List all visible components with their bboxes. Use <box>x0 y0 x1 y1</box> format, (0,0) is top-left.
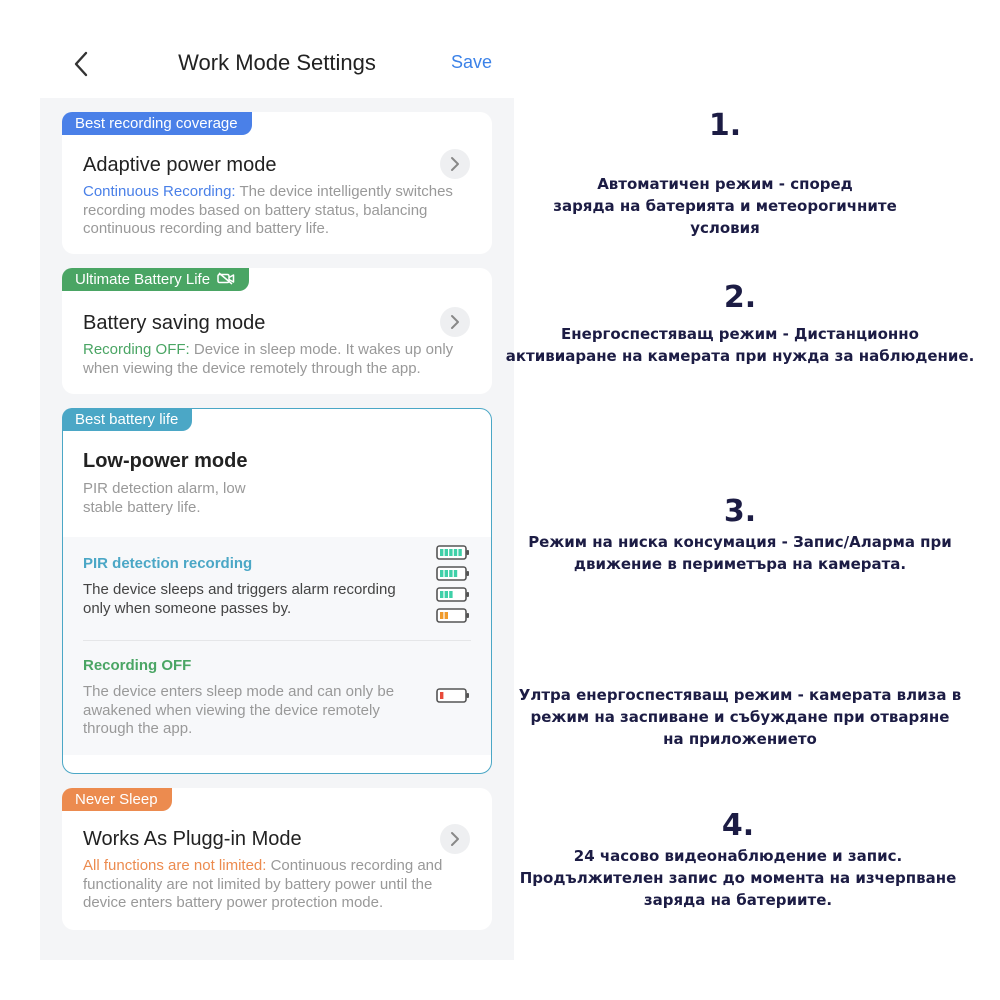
annotation-line: режим на заспиване и събуждане при отваряне <box>530 708 950 726</box>
mode-card-low-power[interactable] <box>62 408 492 774</box>
annotation-line: Режим на ниска консумация - Запис/Аларма при <box>528 533 952 551</box>
low-power-options <box>63 537 491 755</box>
annotation-number: 4. <box>721 808 755 843</box>
mode-description-text: The device intelligently switches recording modes based on battery status, balancing continuous recording and battery life. <box>83 183 453 237</box>
badge-best-battery-life: Best battery life <box>62 408 192 431</box>
option-description-pir: The device sleeps and triggers alarm recording only when someone passes by. <box>83 581 396 617</box>
mode-title: Works As Plugg-in Mode <box>83 828 302 850</box>
annotation-line: 24 часово видеонаблюдение и запис. <box>573 847 903 865</box>
badge-never-sleep: Never Sleep <box>62 788 172 811</box>
mode-highlight: Recording OFF: <box>83 341 190 358</box>
mode-card-adaptive[interactable] <box>62 112 492 254</box>
annotation-text <box>540 173 910 239</box>
annotation-line: Автоматичен режим - според <box>597 175 853 193</box>
mode-description-text: Device in sleep mode. It wakes up only when viewing the device remotely through the app. <box>83 341 454 377</box>
badge-ultimate-battery-life <box>62 268 249 291</box>
option-description-recording-off: The device enters sleep mode and can only be awakened when viewing the device remotely through the app. <box>83 683 395 737</box>
mode-highlight: All functions are not limited: <box>83 857 267 874</box>
mode-card-plug-in[interactable] <box>62 788 492 930</box>
mode-card-battery-saving[interactable] <box>62 268 492 394</box>
mode-description <box>83 857 478 913</box>
annotation-line: активиаране на камерата при нужда за наблюдение. <box>505 347 975 365</box>
annotation-text <box>505 323 975 367</box>
annotation-line: Продължителен запис до момента на изчерпване <box>519 869 957 887</box>
annotation-text <box>493 845 983 911</box>
annotation-line: движение в периметъра на камерата. <box>573 555 907 573</box>
annotation-number: 3. <box>723 494 757 529</box>
chevron-right-icon <box>449 156 461 172</box>
chevron-right-icon <box>449 831 461 847</box>
annotation-number: 1. <box>708 108 742 143</box>
annotation-3 <box>505 494 975 575</box>
annotation-line: заряда на батерията и метеорогичните условия <box>553 197 897 237</box>
chevron-right-button[interactable] <box>440 149 470 179</box>
annotation-4 <box>493 808 983 911</box>
annotation-number: 2. <box>723 280 757 315</box>
chevron-right-button[interactable] <box>440 824 470 854</box>
badge-best-recording-coverage: Best recording coverage <box>62 112 252 135</box>
battery-full-icon <box>436 545 470 560</box>
mode-title: Low-power mode <box>83 450 248 472</box>
annotation-line: Енергоспестяващ режим - Дистанционно <box>561 325 919 343</box>
save-button[interactable]: Save <box>450 52 492 72</box>
mode-description <box>83 341 478 378</box>
option-divider <box>83 640 471 641</box>
option-title-pir: PIR detection recording <box>83 555 253 572</box>
annotation-3b <box>505 684 975 750</box>
mode-title: Battery saving mode <box>83 312 266 334</box>
page-title: Work Mode Settings <box>178 50 376 75</box>
badge-label: Ultimate Battery Life <box>75 271 211 288</box>
annotation-line: заряда на батериите. <box>643 891 833 909</box>
annotation-text <box>505 684 975 750</box>
mode-highlight: Continuous Recording: <box>83 183 236 200</box>
camera-off-icon <box>217 272 235 285</box>
annotation-1 <box>540 108 910 239</box>
mode-title: Adaptive power mode <box>83 154 277 176</box>
header-bar <box>40 30 514 98</box>
mode-description: PIR detection alarm, low stable battery life. <box>83 480 246 516</box>
chevron-right-icon <box>449 314 461 330</box>
option-title-recording-off: Recording OFF <box>83 657 192 674</box>
annotation-line: на приложението <box>663 730 817 748</box>
annotation-text <box>505 531 975 575</box>
annotation-line: Ултра енергоспестяващ режим - камерата влиза в <box>518 686 962 704</box>
mode-list <box>40 98 514 960</box>
battery-medium-icon <box>436 587 470 602</box>
mode-description-text: Continuous recording and functionality are not limited by battery power until the device enters battery power protection mode. <box>83 857 443 911</box>
battery-high-icon <box>436 566 470 581</box>
annotation-2 <box>505 280 975 367</box>
mode-description <box>83 183 478 239</box>
battery-low-icon <box>436 608 470 623</box>
chevron-right-button[interactable] <box>440 307 470 337</box>
battery-empty-icon <box>436 688 470 703</box>
